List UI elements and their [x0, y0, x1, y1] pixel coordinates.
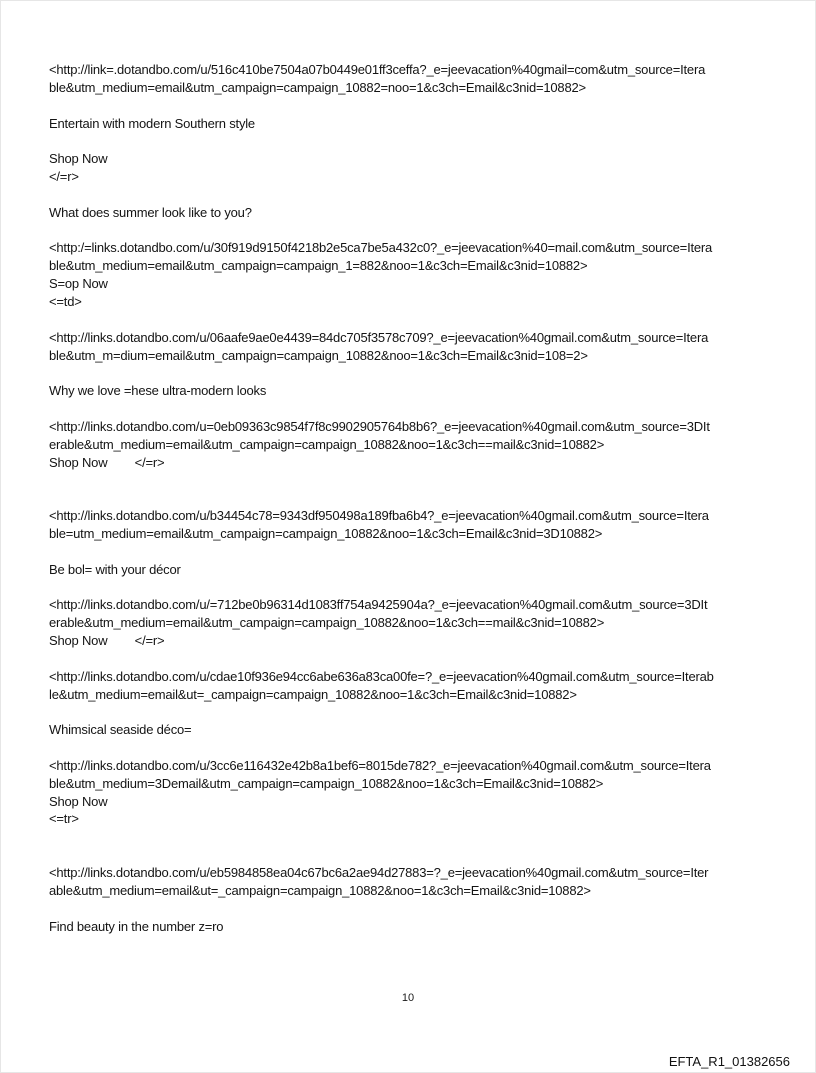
url-line: able&utm_medium=email&ut=_campaign=campaign_10882&noo=1&c3ch=Email&c3nid=10882>: [49, 882, 591, 898]
blank-line: [49, 471, 775, 489]
url-line: <http://links.dotandbo.com/u=0eb09363c9854f7f8c9902905764b8b6?_e=jeevacation%40gmail.com&utm_source=3DIt: [49, 418, 710, 434]
blank-line: [49, 132, 775, 150]
blank-line: [49, 311, 775, 329]
url-line: <http://links.dotandbo.com/u/cdae10f936e94cc6abe636a83ca00fe=?_e=jeevacation%40gmail.com&utm_source=Iterab: [49, 668, 714, 684]
text-line: <=td>: [49, 293, 82, 309]
url-line: erable&utm_medium=email&utm_campaign=campaign_10882&noo=1&c3ch==mail&c3nid=10882>: [49, 436, 605, 452]
text-line: Shop Now </=r>: [49, 633, 165, 648]
url-line: <http:/=links.dotandbo.com/u/30f919d9150f4218b2e5ca7be5a432c0?_e=jeevacation%40=mail.com&utm_source=Itera: [49, 240, 713, 256]
url-line: erable&utm_medium=email&utm_campaign=campaign_10882&noo=1&c3ch==mail&c3nid=10882>: [49, 615, 605, 631]
text-line: What does summer look like to you?: [49, 204, 252, 220]
text-line: Why we love =hese ultra-modern looks: [49, 383, 267, 399]
blank-line: [49, 578, 775, 596]
url-line: le&utm_medium=email&ut=_campaign=campaign_10882&noo=1&c3ch=Email&c3nid=10882>: [49, 686, 577, 702]
text-line: Find beauty in the number z=ro: [49, 918, 224, 934]
url-line: <http://link=.dotandbo.com/u/516c410be7504a07b0449e01ff3ceffa?_e=jeevacation%40gmail=com&utm_source=Itera: [49, 62, 706, 77]
blank-line: [49, 222, 775, 240]
url-line: ble&utm_medium=email&utm_campaign=campaign_1=882&noo=1&c3ch=Email&c3nid=10882>: [49, 258, 588, 274]
url-line: <http://links.dotandbo.com/u/eb5984858ea04c67bc6a2ae94d27883=?_e=jeevacation%40gmail.com&utm_source=Iter: [49, 864, 709, 880]
blank-line: [49, 900, 775, 918]
text-line: </=r>: [49, 169, 79, 185]
url-line: <http://links.dotandbo.com/u/3cc6e116432e42b8a1bef6=8015de782?_e=jeevacation%40gmail.com&utm_source=Itera: [49, 757, 711, 773]
blank-line: [49, 846, 775, 864]
url-line: <http://links.dotandbo.com/u/=712be0b96314d1083ff754a9425904a?_e=jeevacation%40gmail.com&utm_source=3DIt: [49, 597, 708, 613]
text-line: Entertain with modern Southern style: [49, 115, 255, 131]
blank-line: [49, 97, 775, 115]
url-line: ble&utm_medium=email&utm_campaign=campaign_10882=noo=1&c3ch=Email&c3nid=10882>: [49, 79, 586, 95]
blank-line: [49, 828, 775, 846]
text-line: S=op Now: [49, 276, 108, 292]
url-line: <http://links.dotandbo.com/u/06aafe9ae0e4439=84dc705f3578c709?_e=jeevacation%40gmail.com&utm_source=Itera: [49, 329, 709, 345]
blank-line: [49, 364, 775, 382]
url-line: ble=utm_medium=email&utm_campaign=campaign_10882&noo=1&c3ch=Email&c3nid=3D10882>: [49, 525, 603, 541]
blank-line: [49, 186, 775, 204]
url-line: ble&utm_m=dium=email&utm_campaign=campaign_10882&noo=1&c3ch=Email&c3nid=108=2>: [49, 347, 588, 363]
text-line: Shop Now: [49, 151, 108, 167]
blank-line: [49, 650, 775, 668]
text-line: Be bol= with your décor: [49, 561, 181, 577]
blank-line: [49, 400, 775, 418]
bates-number: EFTA_R1_01382656: [668, 1054, 790, 1069]
text-line: <=tr>: [49, 811, 79, 827]
blank-line: [49, 543, 775, 561]
document-body: [49, 61, 775, 935]
blank-line: [49, 703, 775, 721]
url-line: <http://links.dotandbo.com/u/b34454c78=9343df950498a189fba6b4?_e=jeevacation%40gmail.com&utm_source=Itera: [49, 508, 709, 524]
text-line: Shop Now: [49, 793, 108, 809]
text-line: Shop Now </=r>: [49, 454, 165, 470]
page-number: 10: [401, 992, 415, 1004]
blank-line: [49, 739, 775, 757]
url-line: ble&utm_medium=3Demail&utm_campaign=campaign_10882&noo=1&c3ch=Email&c3nid=10882>: [49, 775, 604, 791]
blank-line: [49, 489, 775, 507]
text-line: Whimsical seaside déco=: [49, 722, 192, 738]
